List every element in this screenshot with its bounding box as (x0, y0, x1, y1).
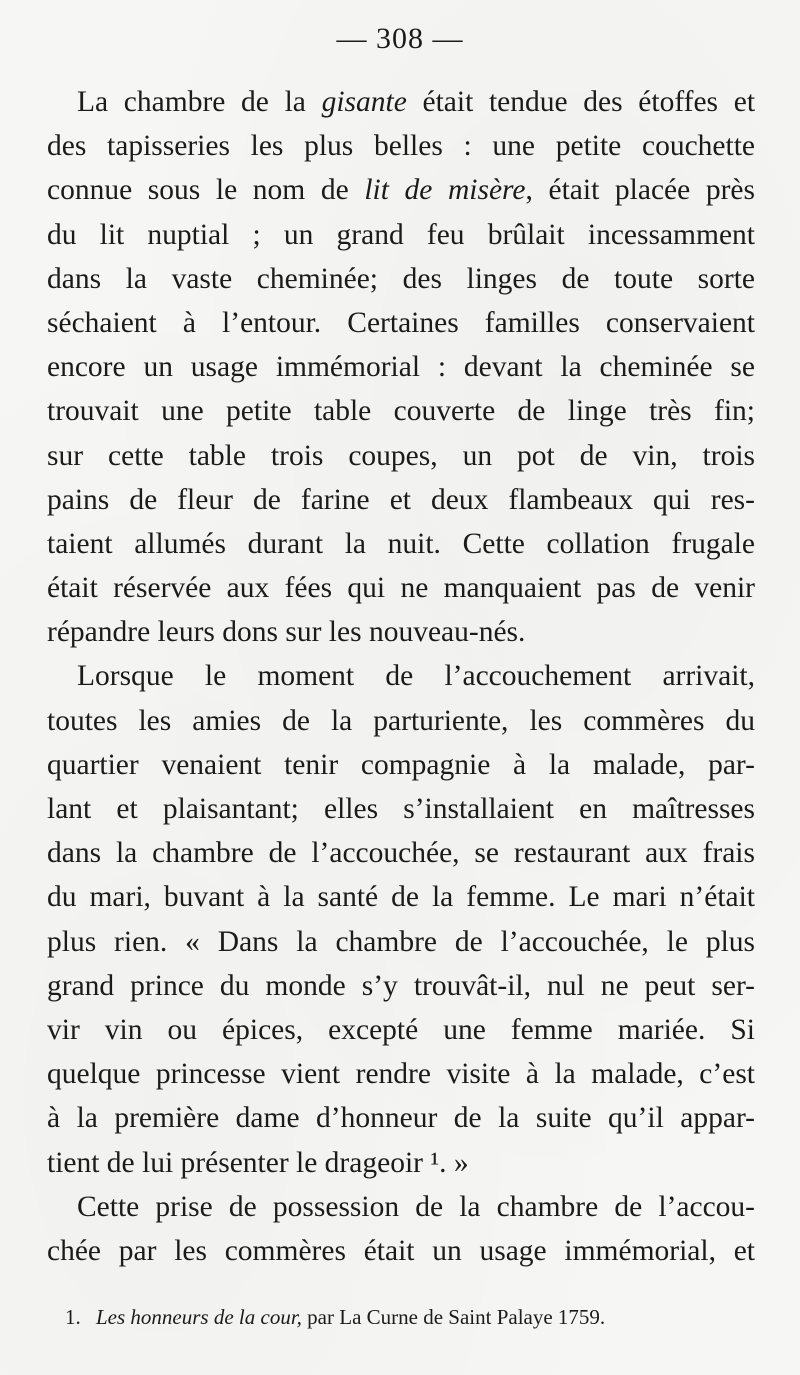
body-text (47, 80, 755, 1273)
text-line: tient de lui présenter le drageoir ¹. » (47, 1146, 469, 1179)
text-line: des tapisseries les plus belles : une petite couchette (47, 130, 755, 163)
text-line: chée par les commères était un usage immémorial, et (47, 1234, 755, 1267)
text-line: encore un usage immémorial : devant la cheminée se (47, 351, 755, 384)
footnote (65, 1305, 605, 1330)
text-line: vir vin ou épices, excepté une femme mariée. Si (47, 1013, 755, 1046)
text-line: dans la vaste cheminée; des linges de toute sorte (47, 262, 755, 295)
text-line: taient allumés durant la nuit. Cette collation frugale (47, 527, 755, 560)
text-line: à la première dame d’honneur de la suite qu’il appar- (47, 1102, 755, 1135)
page-number: — 308 — (336, 22, 464, 55)
text-line: pains de fleur de farine et deux flambeaux qui res- (47, 483, 755, 516)
text-line: répandre leurs dons sur les nouveau-nés. (47, 616, 526, 649)
text-line: Lorsque le moment de l’accouchement arrivait, (77, 660, 755, 693)
text-line: sur cette table trois coupes, un pot de vin, trois (47, 439, 755, 472)
text-line: trouvait une petite table couverte de linge très fin; (47, 395, 755, 428)
text-line: connue sous le nom de lit de misère, était placée près (47, 174, 755, 207)
text-line: du mari, buvant à la santé de la femme. Le mari n’était (47, 881, 755, 914)
text-line: plus rien. « Dans la chambre de l’accouchée, le plus (47, 925, 755, 958)
text-line: dans la chambre de l’accouchée, se restaurant aux frais (47, 837, 755, 870)
text-line: était réservée aux fées qui ne manquaient pas de venir (47, 572, 755, 605)
footnote-number: 1. (65, 1305, 81, 1329)
text-line: du lit nuptial ; un grand feu brûlait incessamment (47, 218, 755, 251)
footnote-text: par La Curne de Saint Palaye 1759. (307, 1305, 606, 1329)
text-line: lant et plaisantant; elles s’installaient en maîtresses (47, 793, 755, 825)
text-line: Cette prise de possession de la chambre de l’accou- (77, 1190, 755, 1223)
text-line: séchaient à l’entour. Certaines familles conservaient (47, 306, 755, 339)
text-line: grand prince du monde s’y trouvât-il, nul ne peut ser- (47, 969, 755, 1002)
text-line: La chambre de la gisante était tendue des étoffes et (77, 86, 756, 118)
text-line: quartier venaient tenir compagnie à la malade, par- (47, 748, 755, 781)
text-line: quelque princesse vient rendre visite à la malade, c’est (47, 1058, 755, 1091)
footnote-title: Les honneurs de la cour, (96, 1305, 302, 1329)
text-line: toutes les amies de la parturiente, les commères du (47, 704, 755, 737)
